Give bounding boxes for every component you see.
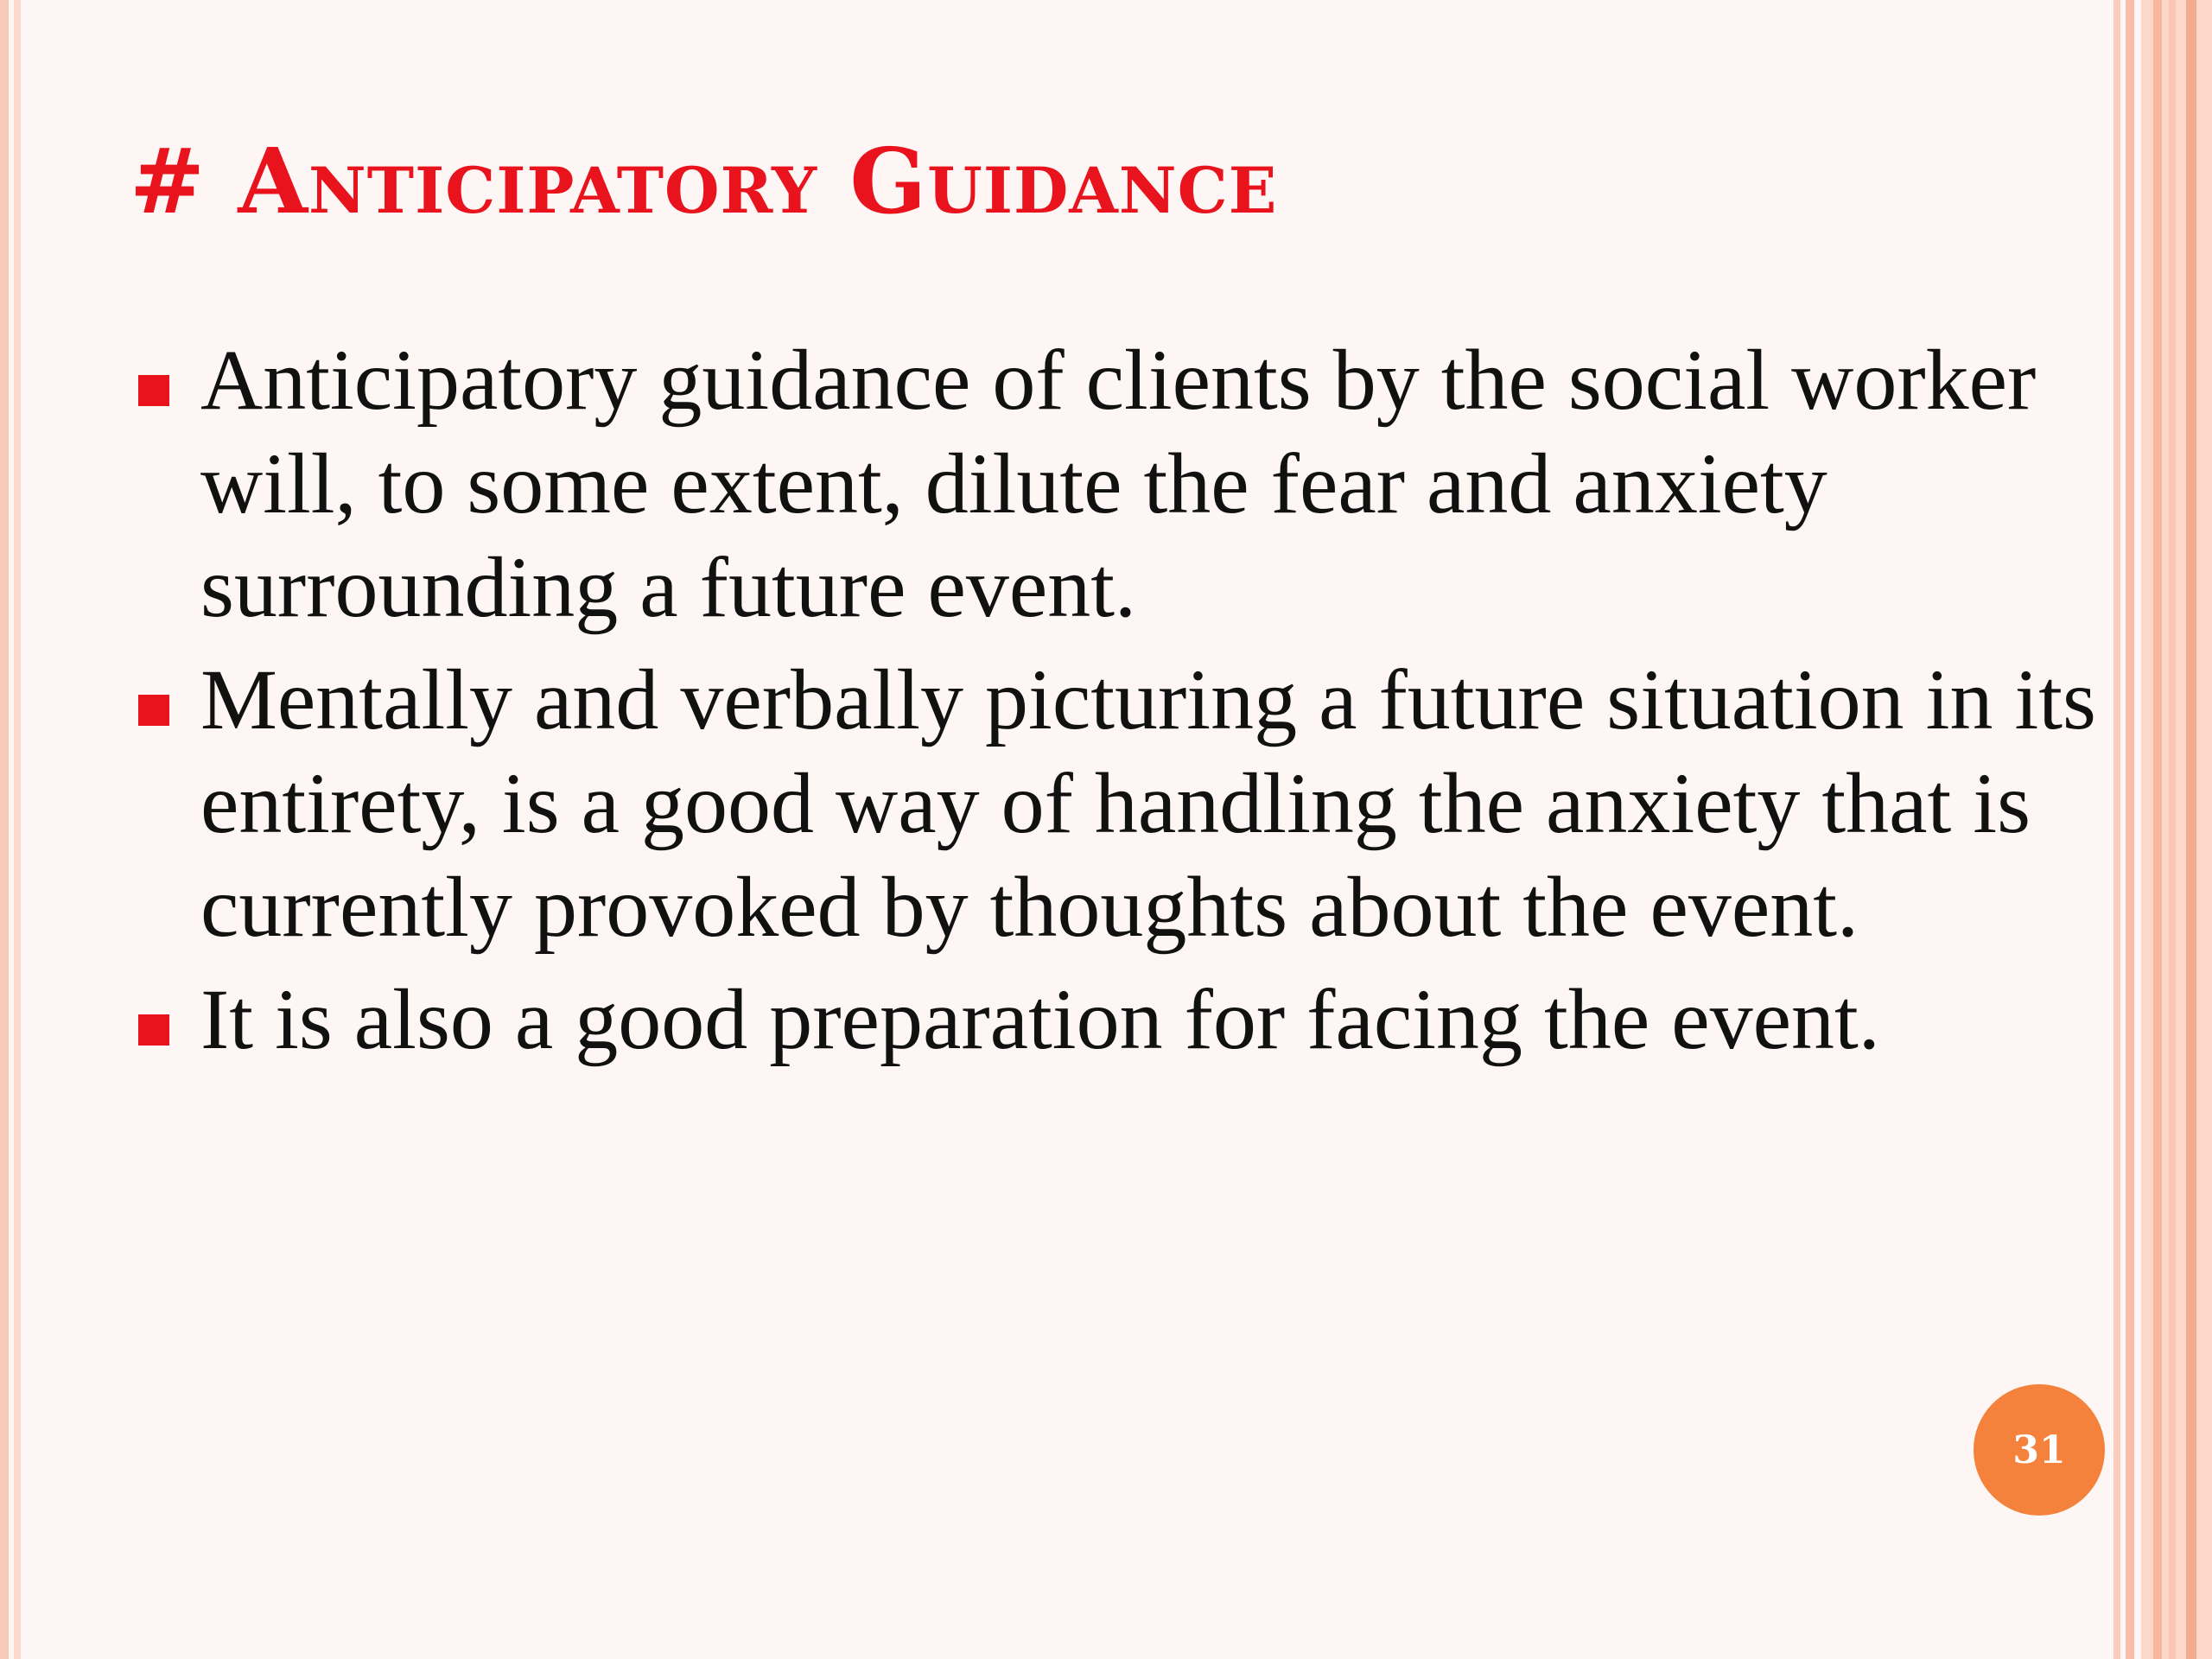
bullet-square-icon bbox=[138, 695, 169, 726]
bullet-text: Anticipatory guidance of clients by the social worker will, to some extent, dilute the fear and anxiety surrounding a future event. bbox=[200, 332, 2037, 635]
bullet-text: It is also a good preparation for facing the event. bbox=[200, 971, 1880, 1067]
slide-title: # Anticipatory Guidance bbox=[130, 128, 1278, 234]
right-band-line bbox=[2169, 0, 2176, 1659]
bullet-list bbox=[138, 328, 2108, 1080]
bullet-square-icon bbox=[138, 375, 169, 406]
right-border-stripe bbox=[2113, 0, 2120, 1659]
page-number-badge bbox=[1974, 1384, 2105, 1516]
list-item bbox=[138, 648, 2108, 959]
right-band-line bbox=[2153, 0, 2162, 1659]
list-item bbox=[138, 328, 2108, 639]
right-decorative-band bbox=[2141, 0, 2212, 1659]
list-item bbox=[138, 968, 2108, 1071]
right-band-line bbox=[2186, 0, 2196, 1659]
bullet-text: Mentally and verbally picturing a future situation in its entirety, is a good way of handling the anxiety that is currently provoked by thoughts about the event. bbox=[200, 652, 2096, 955]
page-number: 31 bbox=[2012, 1427, 2066, 1472]
left-border-line-inner bbox=[14, 0, 21, 1659]
bullet-square-icon bbox=[138, 1014, 169, 1046]
right-border-stripe bbox=[2126, 0, 2134, 1659]
left-border-line bbox=[0, 0, 9, 1659]
